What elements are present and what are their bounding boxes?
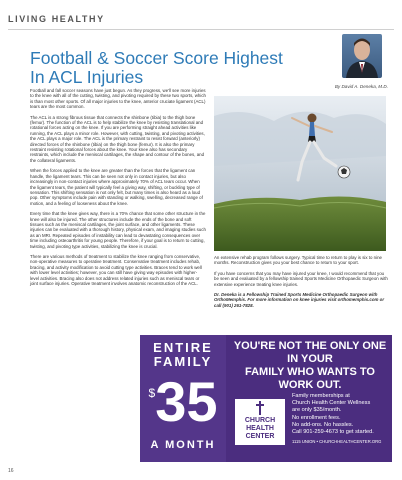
headline-line-2: In ACL Injuries	[30, 67, 144, 87]
body-paragraph: An extensive rehab program follows surgery. Typical time to return to play is six to nine months. Reconstruction gives you your best chance to return to your sport.	[214, 255, 382, 266]
ad-info-line: Church Health Center Wellness	[292, 400, 371, 407]
article-headline	[30, 49, 320, 87]
church-health-center-logo	[235, 399, 285, 445]
ad-address: 1115 UNION • CHURCHHEALTHCENTER.ORG	[292, 439, 382, 445]
body-paragraph: Football and fall soccer seasons have just begun. As they progress, we'll see more injuries to the knee with all of the cutting, twisting, and pivoting required by these two sports, which is than most other sports. Of all major injuries to the knee, anterior cruciate ligament (ACL) tears are the most common.	[30, 88, 206, 110]
church-health-center-ad[interactable]	[140, 335, 392, 462]
soccer-player-photo	[214, 96, 386, 251]
body-paragraph: There are various methods of treatment to stabilize the knee ranging from conservative, non-operative measures to operative treatment. Conservative treatment includes rehab, bracing, and activity modification to avoid cutting type activities. Braces tend to work well with lower level activities; however, you can still have giving way episodes with higher- level activities. Bracing also does not address related injuries such as meniscal tears or joint surface injuries. Operative treatment involves anatomic reconstruction of the ACL.	[30, 253, 202, 286]
ad-price-amount: 35	[155, 370, 218, 433]
body-paragraph: Every time that the knee gives way, there is a 70% chance that some other structure in the knee will also be injured. The other structures include the ends of the bone and soft tissues such as the meniscal cartilages, the joint surface, and other ligaments. These injuries can be evaluated with a thorough history, physical exam, and imaging studies such as an MRI. Repeated episodes of instability can lead to devastating consequences over time including osteoarthritis for young people. Therefore, if your goal is to return to cutting, twisting, and pivoting type activities, stabilizing the knee is crucial.	[30, 211, 206, 249]
ad-family-label: FAMILY	[153, 354, 213, 369]
body-paragraph: The ACL is a strong fibrous tissue that connects the shinbone (tibia) to the thigh bone (femur). The function of the ACL is to help stabilize the knee by resisting translational and rotational forces acting on the knee. If you are performing straight ahead activities like running, the ACL plays a minor role. However, with cutting, twisting, and pivoting activities, the ACL plays a major role. The ACL is the primary restraint to resist forward (anteriorly) directed forces of the shinbone (tibia) on the thigh bone (femur). It is also the primary restraint resisting rotational forces about the knee. Your knee also has secondary restraints, which include the meniscal cartilages, the shape and contour of the bones, and the collateral ligaments.	[30, 114, 205, 163]
ad-price	[140, 372, 226, 432]
ad-headline	[232, 340, 388, 392]
logo-text-line-2: HEALTH	[246, 425, 274, 432]
article-body-left	[30, 88, 206, 291]
page-number: 16	[8, 468, 14, 474]
body-paragraph: When the forces applied to the knee are greater than the forces that the ligament can handle, the ligament tears. This can be seen not only in contact injuries, but also increasingly in non-contact injuries where approximately 70% of ACL tears occur. When the ligament tears, the patient will typically feel a giving way, shifting, or buckling type of sensation. This shifting sensation is not only felt, but many times is also heard as a loud pop. Other symptoms include pain with standing or walking, swelling, decreased range of motion, and a feeling of looseness about the knee.	[30, 168, 203, 206]
ad-info-line: No add-ons. No hassles.	[292, 421, 354, 428]
body-paragraph: If you have concerns that you may have injured your knee, I would recommend that you be seen and evaluated by a fellowship trained Sports Medicine Orthopaedic Surgeon with extensive experience treating knee injuries.	[214, 270, 388, 287]
byline: By David A. Deneka, M.D.	[334, 84, 388, 89]
ad-info-line: Family memberships at	[292, 393, 350, 399]
ad-info-line: Call 901-259-4673 to get started.	[292, 429, 374, 436]
author-bio: Dr. Deneka is a Fellowship Trained Sports Medicine Orthopaedic Surgeon with OrthoMemphis. For more information on knee injuries visit orthomemphis.com or call (901) 261-7828.	[214, 292, 385, 308]
ad-info	[292, 393, 390, 445]
top-divider	[8, 29, 394, 30]
ad-dollar-sign: $	[148, 386, 156, 400]
ad-info-line: No enrollment fees.	[292, 414, 341, 421]
ad-month-label: A MONTH	[150, 439, 216, 451]
article-body-right	[214, 255, 390, 313]
cross-icon	[256, 401, 264, 415]
ad-headline-line-2: FAMILY WHO WANTS TO WORK OUT.	[245, 366, 375, 391]
logo-text-line-1: CHURCH	[244, 417, 276, 424]
ad-info-line: are only $35/month.	[292, 407, 342, 414]
ad-headline-line-1: YOU'RE NOT THE ONLY ONE IN YOUR	[233, 340, 387, 365]
headline-line-1: Football & Soccer Score Highest	[30, 48, 283, 68]
logo-text-line-3: CENTER	[245, 433, 275, 440]
author-photo	[342, 34, 382, 78]
ad-price-panel	[140, 335, 226, 462]
section-label: LIVING HEALTHY	[8, 14, 105, 24]
ad-entire-label: ENTIRE	[153, 340, 213, 355]
